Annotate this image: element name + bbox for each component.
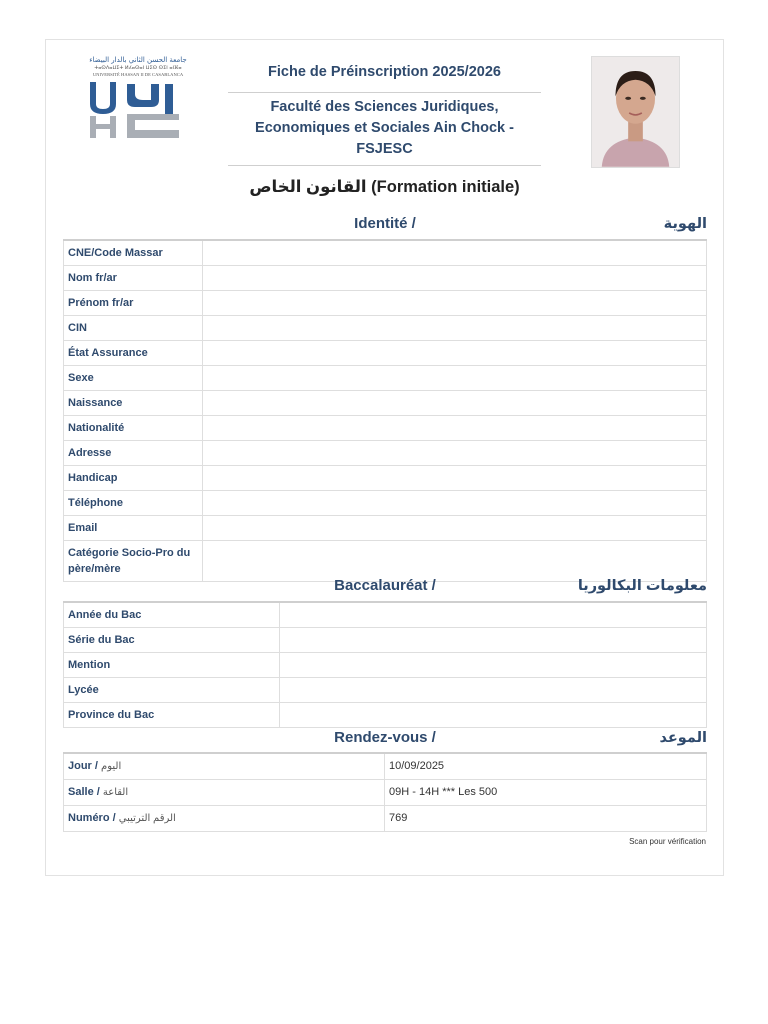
identity-section-header [63, 215, 707, 237]
field-label: Catégorie Socio-Pro du père/mère [64, 541, 203, 582]
identity-title-ar: الهوية [663, 216, 707, 232]
field-value [280, 678, 707, 703]
faculty-name: Faculté des Sciences Juridiques, Economiques et Sociales Ain Chock - FSJESC [228, 93, 541, 166]
logo-arabic-name: جامعة الحسن الثاني بالدار البيضاء [89, 56, 187, 64]
table-row [64, 441, 707, 466]
field-value [280, 703, 707, 728]
address-value [203, 441, 707, 466]
header-titles [228, 64, 541, 166]
field-label: Nationalité [64, 416, 203, 441]
student-portrait [592, 57, 679, 167]
table-row [64, 366, 707, 391]
rdv-title-fr: Rendez-vous / [334, 729, 436, 746]
table-row [64, 391, 707, 416]
university-logo [83, 54, 193, 140]
table-row [64, 541, 707, 582]
table-row [64, 678, 707, 703]
field-label: Nom fr/ar [64, 266, 203, 291]
field-label: Année du Bac [64, 602, 280, 628]
preinscription-sheet [45, 39, 724, 876]
university-logo-mark [83, 54, 193, 140]
field-value [203, 240, 707, 266]
field-value [280, 602, 707, 628]
bac-title-ar: معلومات البكالوريا [577, 578, 707, 594]
table-row [64, 753, 707, 780]
field-label-ar: الرقم الترتيبي [118, 813, 176, 824]
field-value [280, 653, 707, 678]
bac-title-fr: Baccalauréat / [334, 577, 436, 594]
rdv-section-header [63, 729, 707, 751]
field-value [203, 366, 707, 391]
identity-title-fr: Identité / [354, 215, 416, 232]
student-photo [591, 56, 680, 168]
table-row [64, 780, 707, 806]
field-label: Email [64, 516, 203, 541]
field-label-fr: Salle / [68, 786, 100, 798]
identity-table [63, 239, 707, 582]
scan-note: Scan pour vérification [629, 837, 706, 846]
program-title: القانون الخاص (Formation initiale) [249, 178, 520, 196]
table-row [64, 416, 707, 441]
field-value [203, 266, 707, 291]
field-label [64, 806, 385, 832]
table-row [64, 602, 707, 628]
field-label: État Assurance [64, 341, 203, 366]
field-label: Sexe [64, 366, 203, 391]
email-value [203, 516, 707, 541]
field-value [280, 628, 707, 653]
field-label: CIN [64, 316, 203, 341]
field-label: Prénom fr/ar [64, 291, 203, 316]
field-value: 09H - 14H *** Les 500 [385, 780, 707, 806]
field-label-fr: Jour / [68, 760, 98, 772]
field-label: Téléphone [64, 491, 203, 516]
field-label: CNE/Code Massar [64, 240, 203, 266]
field-label-ar: اليوم [101, 761, 122, 772]
field-value [203, 466, 707, 491]
field-value: 769 [385, 806, 707, 832]
table-row [64, 316, 707, 341]
logo-latin-name: UNIVERSITÉ HASSAN II DE CASABLANCA [92, 72, 184, 77]
table-row [64, 291, 707, 316]
field-value [203, 491, 707, 516]
field-value [203, 541, 707, 582]
field-label: Adresse [64, 441, 203, 466]
field-label: Province du Bac [64, 703, 280, 728]
table-row [64, 240, 707, 266]
field-value [203, 391, 707, 416]
field-value: 10/09/2025 [385, 753, 707, 780]
field-label [64, 753, 385, 780]
field-value [203, 291, 707, 316]
field-label: Handicap [64, 466, 203, 491]
logo-tifinagh-name: ⵜⴰⵙⴷⴰⵡⵉⵜ ⵍⵃⴰⵙⴰⵏ ⵡⵉⵙ ⵙⵉⵏ ⴰⵏⴼⴰ [94, 65, 182, 71]
bac-table [63, 601, 707, 728]
field-label-ar: القاعة [102, 787, 129, 798]
table-row [64, 466, 707, 491]
rdv-table [63, 752, 707, 832]
table-row [64, 341, 707, 366]
field-label [64, 780, 385, 806]
table-row [64, 806, 707, 832]
table-row [64, 628, 707, 653]
field-label: Mention [64, 653, 280, 678]
field-label: Lycée [64, 678, 280, 703]
field-value [203, 416, 707, 441]
field-label-fr: Numéro / [68, 812, 116, 824]
table-row [64, 653, 707, 678]
field-label: Série du Bac [64, 628, 280, 653]
table-row [64, 703, 707, 728]
rdv-title-ar: الموعد [659, 730, 707, 746]
field-value [203, 316, 707, 341]
bac-section-header [63, 577, 707, 599]
insurance-status [203, 341, 707, 366]
table-row [64, 516, 707, 541]
table-row [64, 266, 707, 291]
field-label: Naissance [64, 391, 203, 416]
form-title: Fiche de Préinscription 2025/2026 [228, 64, 541, 93]
table-row [64, 491, 707, 516]
